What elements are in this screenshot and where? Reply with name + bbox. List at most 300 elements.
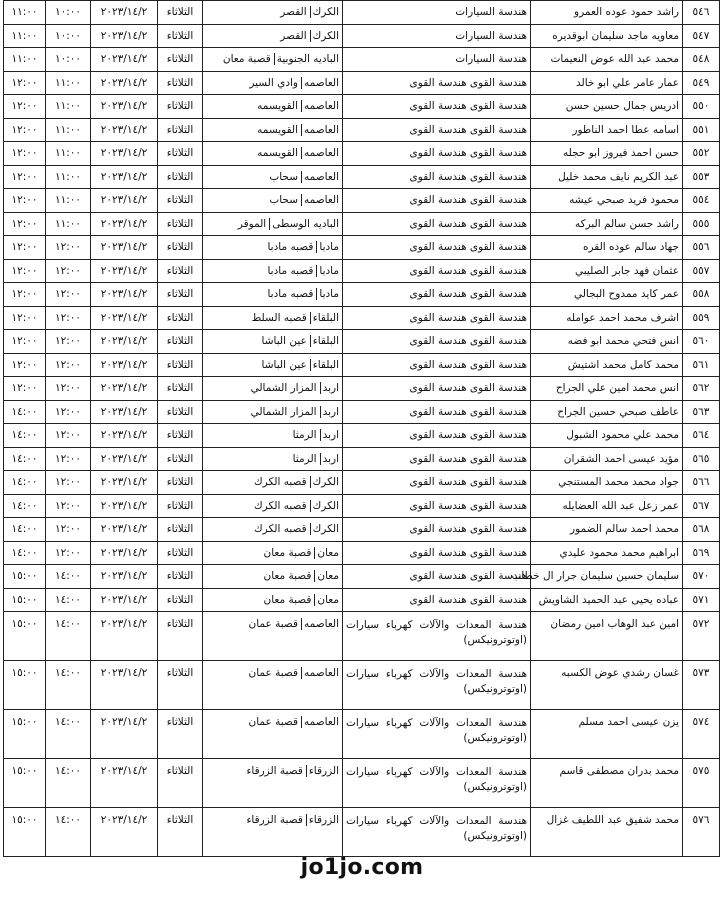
candidate-name: يزن عيسى احمد مسلم — [531, 710, 683, 759]
candidate-name: ادريس جمال حسين حسن — [531, 95, 683, 119]
table-row — [4, 189, 720, 213]
candidate-name: غسان رشدي عوض الكسبه — [531, 661, 683, 710]
district: قصبة عمان — [245, 618, 302, 630]
specialization: هندسة القوى هندسة القوى — [343, 565, 531, 589]
location-wrap — [203, 260, 342, 282]
exam-date: ٢٠٢٣/١٤/٢ — [91, 118, 158, 142]
governorate: العاصمه — [304, 147, 339, 160]
specialization: هندسة المعدات والآلات كهرباء سيارات (اوتوترونيكس) — [343, 759, 531, 808]
start-time: ١١:٠٠ — [46, 189, 91, 213]
exam-day: الثلاثاء — [158, 283, 203, 307]
end-time: ١٢:٠٠ — [4, 165, 46, 189]
exam-date: ٢٠٢٣/١٤/٢ — [91, 212, 158, 236]
row-number: ٥٤٦ — [683, 1, 720, 25]
candidate-name: محمد احمد سالم الضمور — [531, 518, 683, 542]
governorate: الكرك — [312, 29, 339, 42]
district: القويسمه — [254, 124, 302, 136]
exam-date: ٢٠٢٣/١٤/٢ — [91, 95, 158, 119]
location-wrap — [203, 48, 342, 70]
row-number: ٥٥٤ — [683, 189, 720, 213]
start-time: ١٤:٠٠ — [46, 661, 91, 710]
row-number: ٥٥٥ — [683, 212, 720, 236]
end-time: ١٤:٠٠ — [4, 447, 46, 471]
row-number: ٥٧٤ — [683, 710, 720, 759]
start-time: ١٢:٠٠ — [46, 471, 91, 495]
start-time: ١٠:٠٠ — [46, 24, 91, 48]
exam-date: ٢٠٢٣/١٤/٢ — [91, 541, 158, 565]
location-cell — [203, 565, 343, 589]
exam-date: ٢٠٢٣/١٤/٢ — [91, 236, 158, 260]
location-wrap — [203, 354, 342, 376]
exam-day: الثلاثاء — [158, 471, 203, 495]
specialization: هندسة القوى هندسة القوى — [343, 189, 531, 213]
start-time: ١٢:٠٠ — [46, 353, 91, 377]
specialization: هندسة القوى هندسة القوى — [343, 400, 531, 424]
row-number: ٥٦٧ — [683, 494, 720, 518]
exam-date: ٢٠٢٣/١٤/٢ — [91, 588, 158, 612]
exam-date: ٢٠٢٣/١٤/٢ — [91, 471, 158, 495]
candidate-name: عباده يحيى عبد الحميد الشاويش — [531, 588, 683, 612]
location-wrap — [203, 765, 342, 787]
specialization: هندسة القوى هندسة القوى — [343, 377, 531, 401]
end-time: ١٥:٠٠ — [4, 661, 46, 710]
table-row — [4, 95, 720, 119]
district: الرمثا — [290, 429, 321, 441]
governorate: الكرك — [312, 523, 339, 536]
exam-day: الثلاثاء — [158, 377, 203, 401]
location-cell — [203, 118, 343, 142]
row-number: ٥٧٥ — [683, 759, 720, 808]
candidate-name: محمد كامل محمد اشتيش — [531, 353, 683, 377]
candidate-name: محمود فريد صبحي عيشه — [531, 189, 683, 213]
governorate: البلقاء — [312, 335, 339, 348]
exam-day: الثلاثاء — [158, 71, 203, 95]
table-row — [4, 236, 720, 260]
location-cell — [203, 518, 343, 542]
start-time: ١٢:٠٠ — [46, 541, 91, 565]
specialization: هندسة القوى هندسة القوى — [343, 283, 531, 307]
location-wrap — [203, 814, 342, 836]
location-cell — [203, 24, 343, 48]
row-number: ٥٦٨ — [683, 518, 720, 542]
candidate-name: راشد حمود عوده العمرو — [531, 1, 683, 25]
district: المزار الشمالي — [248, 382, 321, 394]
specialization: هندسة القوى هندسة القوى — [343, 71, 531, 95]
start-time: ١٢:٠٠ — [46, 236, 91, 260]
exam-date: ٢٠٢٣/١٤/٢ — [91, 283, 158, 307]
candidate-name: حسن احمد فيروز ابو حجله — [531, 142, 683, 166]
end-time: ١٥:٠٠ — [4, 759, 46, 808]
exam-day: الثلاثاء — [158, 212, 203, 236]
row-number: ٥٧٠ — [683, 565, 720, 589]
end-time: ١٢:٠٠ — [4, 306, 46, 330]
governorate: العاصمه — [304, 100, 339, 113]
specialization: هندسة القوى هندسة القوى — [343, 165, 531, 189]
specialization: هندسة القوى هندسة القوى — [343, 330, 531, 354]
exam-date: ٢٠٢٣/١٤/٢ — [91, 353, 158, 377]
district: قصبة الزرقاء — [243, 765, 306, 777]
exam-date: ٢٠٢٣/١٤/٢ — [91, 142, 158, 166]
exam-day: الثلاثاء — [158, 189, 203, 213]
candidate-name: محمد علي محمود الشبول — [531, 424, 683, 448]
specialization: هندسة المعدات والآلات كهرباء سيارات (اوتوترونيكس) — [343, 710, 531, 759]
end-time: ١٥:٠٠ — [4, 710, 46, 759]
row-number: ٥٤٩ — [683, 71, 720, 95]
location-cell — [203, 259, 343, 283]
location-wrap — [203, 471, 342, 493]
specialization: هندسة القوى هندسة القوى — [343, 142, 531, 166]
location-wrap — [203, 518, 342, 540]
candidate-name: عمر كايد ممدوح البجالي — [531, 283, 683, 307]
candidate-name: اسامه عطا احمد الناطور — [531, 118, 683, 142]
candidate-name: امين عبد الوهاب امين رمضان — [531, 612, 683, 661]
row-number: ٥٦٦ — [683, 471, 720, 495]
exam-day: الثلاثاء — [158, 518, 203, 542]
row-number: ٥٦٤ — [683, 424, 720, 448]
start-time: ١٤:٠٠ — [46, 759, 91, 808]
location-cell — [203, 1, 343, 25]
governorate: العاصمه — [304, 123, 339, 136]
start-time: ١٢:٠٠ — [46, 330, 91, 354]
end-time: ١٢:٠٠ — [4, 212, 46, 236]
location-wrap — [203, 166, 342, 188]
exam-date: ٢٠٢٣/١٤/٢ — [91, 565, 158, 589]
specialization: هندسة القوى هندسة القوى — [343, 95, 531, 119]
end-time: ١١:٠٠ — [4, 1, 46, 25]
start-time: ١٢:٠٠ — [46, 259, 91, 283]
exam-date: ٢٠٢٣/١٤/٢ — [91, 400, 158, 424]
site-watermark: jo1jo.com — [300, 855, 424, 880]
exam-day: الثلاثاء — [158, 588, 203, 612]
exam-date: ٢٠٢٣/١٤/٢ — [91, 71, 158, 95]
district: قصبه الكرك — [251, 500, 311, 512]
table-row — [4, 377, 720, 401]
table-row — [4, 118, 720, 142]
candidate-name: محمد عبد الله عوض النعيمات — [531, 48, 683, 72]
table-row — [4, 612, 720, 661]
exam-day: الثلاثاء — [158, 95, 203, 119]
row-number: ٥٦٣ — [683, 400, 720, 424]
row-number: ٥٦١ — [683, 353, 720, 377]
district: قصبه السلط — [249, 312, 311, 324]
location-wrap — [203, 213, 342, 235]
exam-date: ٢٠٢٣/١٤/٢ — [91, 165, 158, 189]
district: قصبه مادبا — [264, 288, 317, 300]
exam-date: ٢٠٢٣/١٤/٢ — [91, 447, 158, 471]
table-row — [4, 518, 720, 542]
candidate-name: سليمان حسين سليمان جرار ال خطاب — [531, 565, 683, 589]
specialization: هندسة السيارات — [343, 48, 531, 72]
governorate: الكرك — [312, 6, 339, 19]
exam-date: ٢٠٢٣/١٤/٢ — [91, 330, 158, 354]
end-time: ١٢:٠٠ — [4, 236, 46, 260]
district: قصبه مادبا — [264, 265, 317, 277]
exam-day: الثلاثاء — [158, 165, 203, 189]
end-time: ١٥:٠٠ — [4, 612, 46, 661]
exam-day: الثلاثاء — [158, 259, 203, 283]
end-time: ١٤:٠٠ — [4, 494, 46, 518]
start-time: ١٠:٠٠ — [46, 48, 91, 72]
row-number: ٥٥٢ — [683, 142, 720, 166]
candidate-name: عمر زعل عبد الله العضايله — [531, 494, 683, 518]
start-time: ١٢:٠٠ — [46, 283, 91, 307]
exam-day: الثلاثاء — [158, 565, 203, 589]
location-wrap — [203, 330, 342, 352]
exam-day: الثلاثاء — [158, 494, 203, 518]
candidate-name: معاويه ماجد سليمان ابوقديره — [531, 24, 683, 48]
location-cell — [203, 306, 343, 330]
end-time: ١١:٠٠ — [4, 48, 46, 72]
row-number: ٥٦٥ — [683, 447, 720, 471]
location-cell — [203, 808, 343, 857]
location-cell — [203, 236, 343, 260]
exam-date: ٢٠٢٣/١٤/٢ — [91, 494, 158, 518]
row-number: ٥٧١ — [683, 588, 720, 612]
location-wrap — [203, 283, 342, 305]
governorate: اربد — [322, 382, 339, 395]
specialization: هندسة القوى هندسة القوى — [343, 212, 531, 236]
exam-day: الثلاثاء — [158, 236, 203, 260]
exam-day: الثلاثاء — [158, 447, 203, 471]
specialization: هندسة القوى هندسة القوى — [343, 424, 531, 448]
exam-day: الثلاثاء — [158, 661, 203, 710]
location-cell — [203, 212, 343, 236]
location-cell — [203, 353, 343, 377]
location-wrap — [203, 448, 342, 470]
district: قصبة معان — [261, 594, 316, 606]
table-row — [4, 353, 720, 377]
location-cell — [203, 283, 343, 307]
district: وادي السير — [246, 77, 302, 89]
table-row — [4, 661, 720, 710]
row-number: ٥٥٩ — [683, 306, 720, 330]
governorate: العاصمه — [304, 194, 339, 207]
candidate-name: عبد الكريم نايف محمد خليل — [531, 165, 683, 189]
candidate-name: محمد بدران مصطفى قاسم — [531, 759, 683, 808]
governorate: الكرك — [312, 499, 339, 512]
exam-day: الثلاثاء — [158, 353, 203, 377]
location-cell — [203, 48, 343, 72]
location-cell — [203, 471, 343, 495]
specialization: هندسة القوى هندسة القوى — [343, 259, 531, 283]
exam-day: الثلاثاء — [158, 710, 203, 759]
table-row — [4, 808, 720, 857]
location-wrap — [203, 618, 342, 640]
row-number: ٥٧٢ — [683, 612, 720, 661]
location-cell — [203, 330, 343, 354]
location-cell — [203, 400, 343, 424]
candidate-name: ابراهيم محمد محمود عليدي — [531, 541, 683, 565]
district: القويسمه — [254, 147, 302, 159]
location-wrap — [203, 25, 342, 47]
district: قصبه الكرك — [251, 476, 311, 488]
governorate: الباديه الوسطى — [272, 217, 339, 230]
district: القصر — [277, 30, 310, 42]
location-wrap — [203, 565, 342, 587]
row-number: ٥٧٦ — [683, 808, 720, 857]
exam-date: ٢٠٢٣/١٤/٢ — [91, 661, 158, 710]
specialization: هندسة القوى هندسة القوى — [343, 471, 531, 495]
end-time: ١٤:٠٠ — [4, 424, 46, 448]
end-time: ١٢:٠٠ — [4, 95, 46, 119]
location-wrap — [203, 142, 342, 164]
end-time: ١٢:٠٠ — [4, 118, 46, 142]
location-cell — [203, 424, 343, 448]
district: قصبة عمان — [245, 716, 302, 728]
candidate-name: انس فتحي محمد ابو فضه — [531, 330, 683, 354]
governorate: البلقاء — [312, 311, 339, 324]
start-time: ١٢:٠٠ — [46, 494, 91, 518]
end-time: ١٤:٠٠ — [4, 518, 46, 542]
row-number: ٥٥١ — [683, 118, 720, 142]
table-row — [4, 494, 720, 518]
specialization: هندسة القوى هندسة القوى — [343, 118, 531, 142]
exam-date: ٢٠٢٣/١٤/٢ — [91, 759, 158, 808]
governorate: معان — [317, 570, 339, 583]
governorate: الكرك — [312, 476, 339, 489]
location-wrap — [203, 377, 342, 399]
exam-day: الثلاثاء — [158, 1, 203, 25]
end-time: ١٥:٠٠ — [4, 588, 46, 612]
start-time: ١١:٠٠ — [46, 165, 91, 189]
specialization: هندسة القوى هندسة القوى — [343, 353, 531, 377]
exam-date: ٢٠٢٣/١٤/٢ — [91, 377, 158, 401]
start-time: ١٢:٠٠ — [46, 377, 91, 401]
start-time: ١٢:٠٠ — [46, 518, 91, 542]
table-row — [4, 142, 720, 166]
table-row — [4, 471, 720, 495]
district: قصبة معان — [261, 547, 316, 559]
exam-day: الثلاثاء — [158, 808, 203, 857]
location-wrap — [203, 72, 342, 94]
start-time: ١٢:٠٠ — [46, 306, 91, 330]
location-wrap — [203, 716, 342, 738]
governorate: العاصمه — [304, 667, 339, 679]
governorate: العاصمه — [304, 716, 339, 728]
exam-day: الثلاثاء — [158, 541, 203, 565]
location-cell — [203, 494, 343, 518]
row-number: ٥٧٣ — [683, 661, 720, 710]
start-time: ١١:٠٠ — [46, 71, 91, 95]
exam-day: الثلاثاء — [158, 24, 203, 48]
table-row — [4, 588, 720, 612]
table-row — [4, 759, 720, 808]
specialization: هندسة القوى هندسة القوى — [343, 541, 531, 565]
start-time: ١٤:٠٠ — [46, 588, 91, 612]
start-time: ١١:٠٠ — [46, 118, 91, 142]
district: قصبه الكرك — [251, 523, 311, 535]
location-cell — [203, 661, 343, 710]
district: قصبة الزرقاء — [243, 814, 306, 826]
row-number: ٥٤٨ — [683, 48, 720, 72]
table-row — [4, 710, 720, 759]
candidate-name: جواد محمد محمد المستنجي — [531, 471, 683, 495]
start-time: ١٤:٠٠ — [46, 710, 91, 759]
end-time: ١٢:٠٠ — [4, 283, 46, 307]
table-row — [4, 259, 720, 283]
table-body — [4, 1, 720, 857]
start-time: ١٤:٠٠ — [46, 565, 91, 589]
specialization: هندسة القوى هندسة القوى — [343, 518, 531, 542]
end-time: ١٢:٠٠ — [4, 377, 46, 401]
table-row — [4, 447, 720, 471]
specialization: هندسة المعدات والآلات كهرباء سيارات (اوتوترونيكس) — [343, 661, 531, 710]
table-row — [4, 330, 720, 354]
location-cell — [203, 95, 343, 119]
table-row — [4, 212, 720, 236]
table-row — [4, 306, 720, 330]
governorate: معان — [317, 593, 339, 606]
row-number: ٥٦٩ — [683, 541, 720, 565]
table-row — [4, 71, 720, 95]
location-cell — [203, 142, 343, 166]
location-wrap — [203, 189, 342, 211]
end-time: ١٤:٠٠ — [4, 400, 46, 424]
specialization: هندسة القوى هندسة القوى — [343, 306, 531, 330]
start-time: ١٤:٠٠ — [46, 808, 91, 857]
candidate-name: راشد حسن سالم البركه — [531, 212, 683, 236]
end-time: ١٥:٠٠ — [4, 565, 46, 589]
location-wrap — [203, 542, 342, 564]
row-number: ٥٦٠ — [683, 330, 720, 354]
start-time: ١٢:٠٠ — [46, 424, 91, 448]
district: القويسمه — [254, 100, 302, 112]
end-time: ١٢:٠٠ — [4, 189, 46, 213]
candidate-name: عثمان فهد جابر الصليبي — [531, 259, 683, 283]
district: عين الباشا — [259, 359, 311, 371]
table-row — [4, 283, 720, 307]
exam-date: ٢٠٢٣/١٤/٢ — [91, 24, 158, 48]
end-time: ١١:٠٠ — [4, 24, 46, 48]
end-time: ١٥:٠٠ — [4, 808, 46, 857]
district: سحاب — [266, 171, 302, 183]
exam-date: ٢٠٢٣/١٤/٢ — [91, 259, 158, 283]
exam-schedule-table — [3, 0, 720, 857]
exam-day: الثلاثاء — [158, 306, 203, 330]
exam-day: الثلاثاء — [158, 48, 203, 72]
table-row — [4, 24, 720, 48]
end-time: ١٢:٠٠ — [4, 142, 46, 166]
start-time: ١١:٠٠ — [46, 212, 91, 236]
start-time: ١١:٠٠ — [46, 95, 91, 119]
location-cell — [203, 189, 343, 213]
location-wrap — [203, 236, 342, 258]
location-wrap — [203, 307, 342, 329]
end-time: ١٤:٠٠ — [4, 471, 46, 495]
governorate: العاصمه — [304, 618, 339, 630]
district: قصبة معان — [220, 53, 275, 65]
location-cell — [203, 588, 343, 612]
location-cell — [203, 71, 343, 95]
exam-day: الثلاثاء — [158, 118, 203, 142]
governorate: مادبا — [319, 264, 339, 277]
table-row — [4, 400, 720, 424]
governorate: البلقاء — [312, 358, 339, 371]
candidate-name: مؤيد عيسى احمد الشقران — [531, 447, 683, 471]
location-cell — [203, 447, 343, 471]
start-time: ١٠:٠٠ — [46, 1, 91, 25]
end-time: ١٢:٠٠ — [4, 330, 46, 354]
exam-date: ٢٠٢٣/١٤/٢ — [91, 306, 158, 330]
specialization: هندسة القوى هندسة القوى — [343, 494, 531, 518]
specialization: هندسة القوى هندسة القوى — [343, 447, 531, 471]
district: القصر — [277, 6, 310, 18]
district: قصبة عمان — [245, 667, 302, 679]
district: الرمثا — [290, 453, 321, 465]
exam-date: ٢٠٢٣/١٤/٢ — [91, 808, 158, 857]
district: الموقر — [235, 218, 270, 230]
end-time: ١٢:٠٠ — [4, 71, 46, 95]
